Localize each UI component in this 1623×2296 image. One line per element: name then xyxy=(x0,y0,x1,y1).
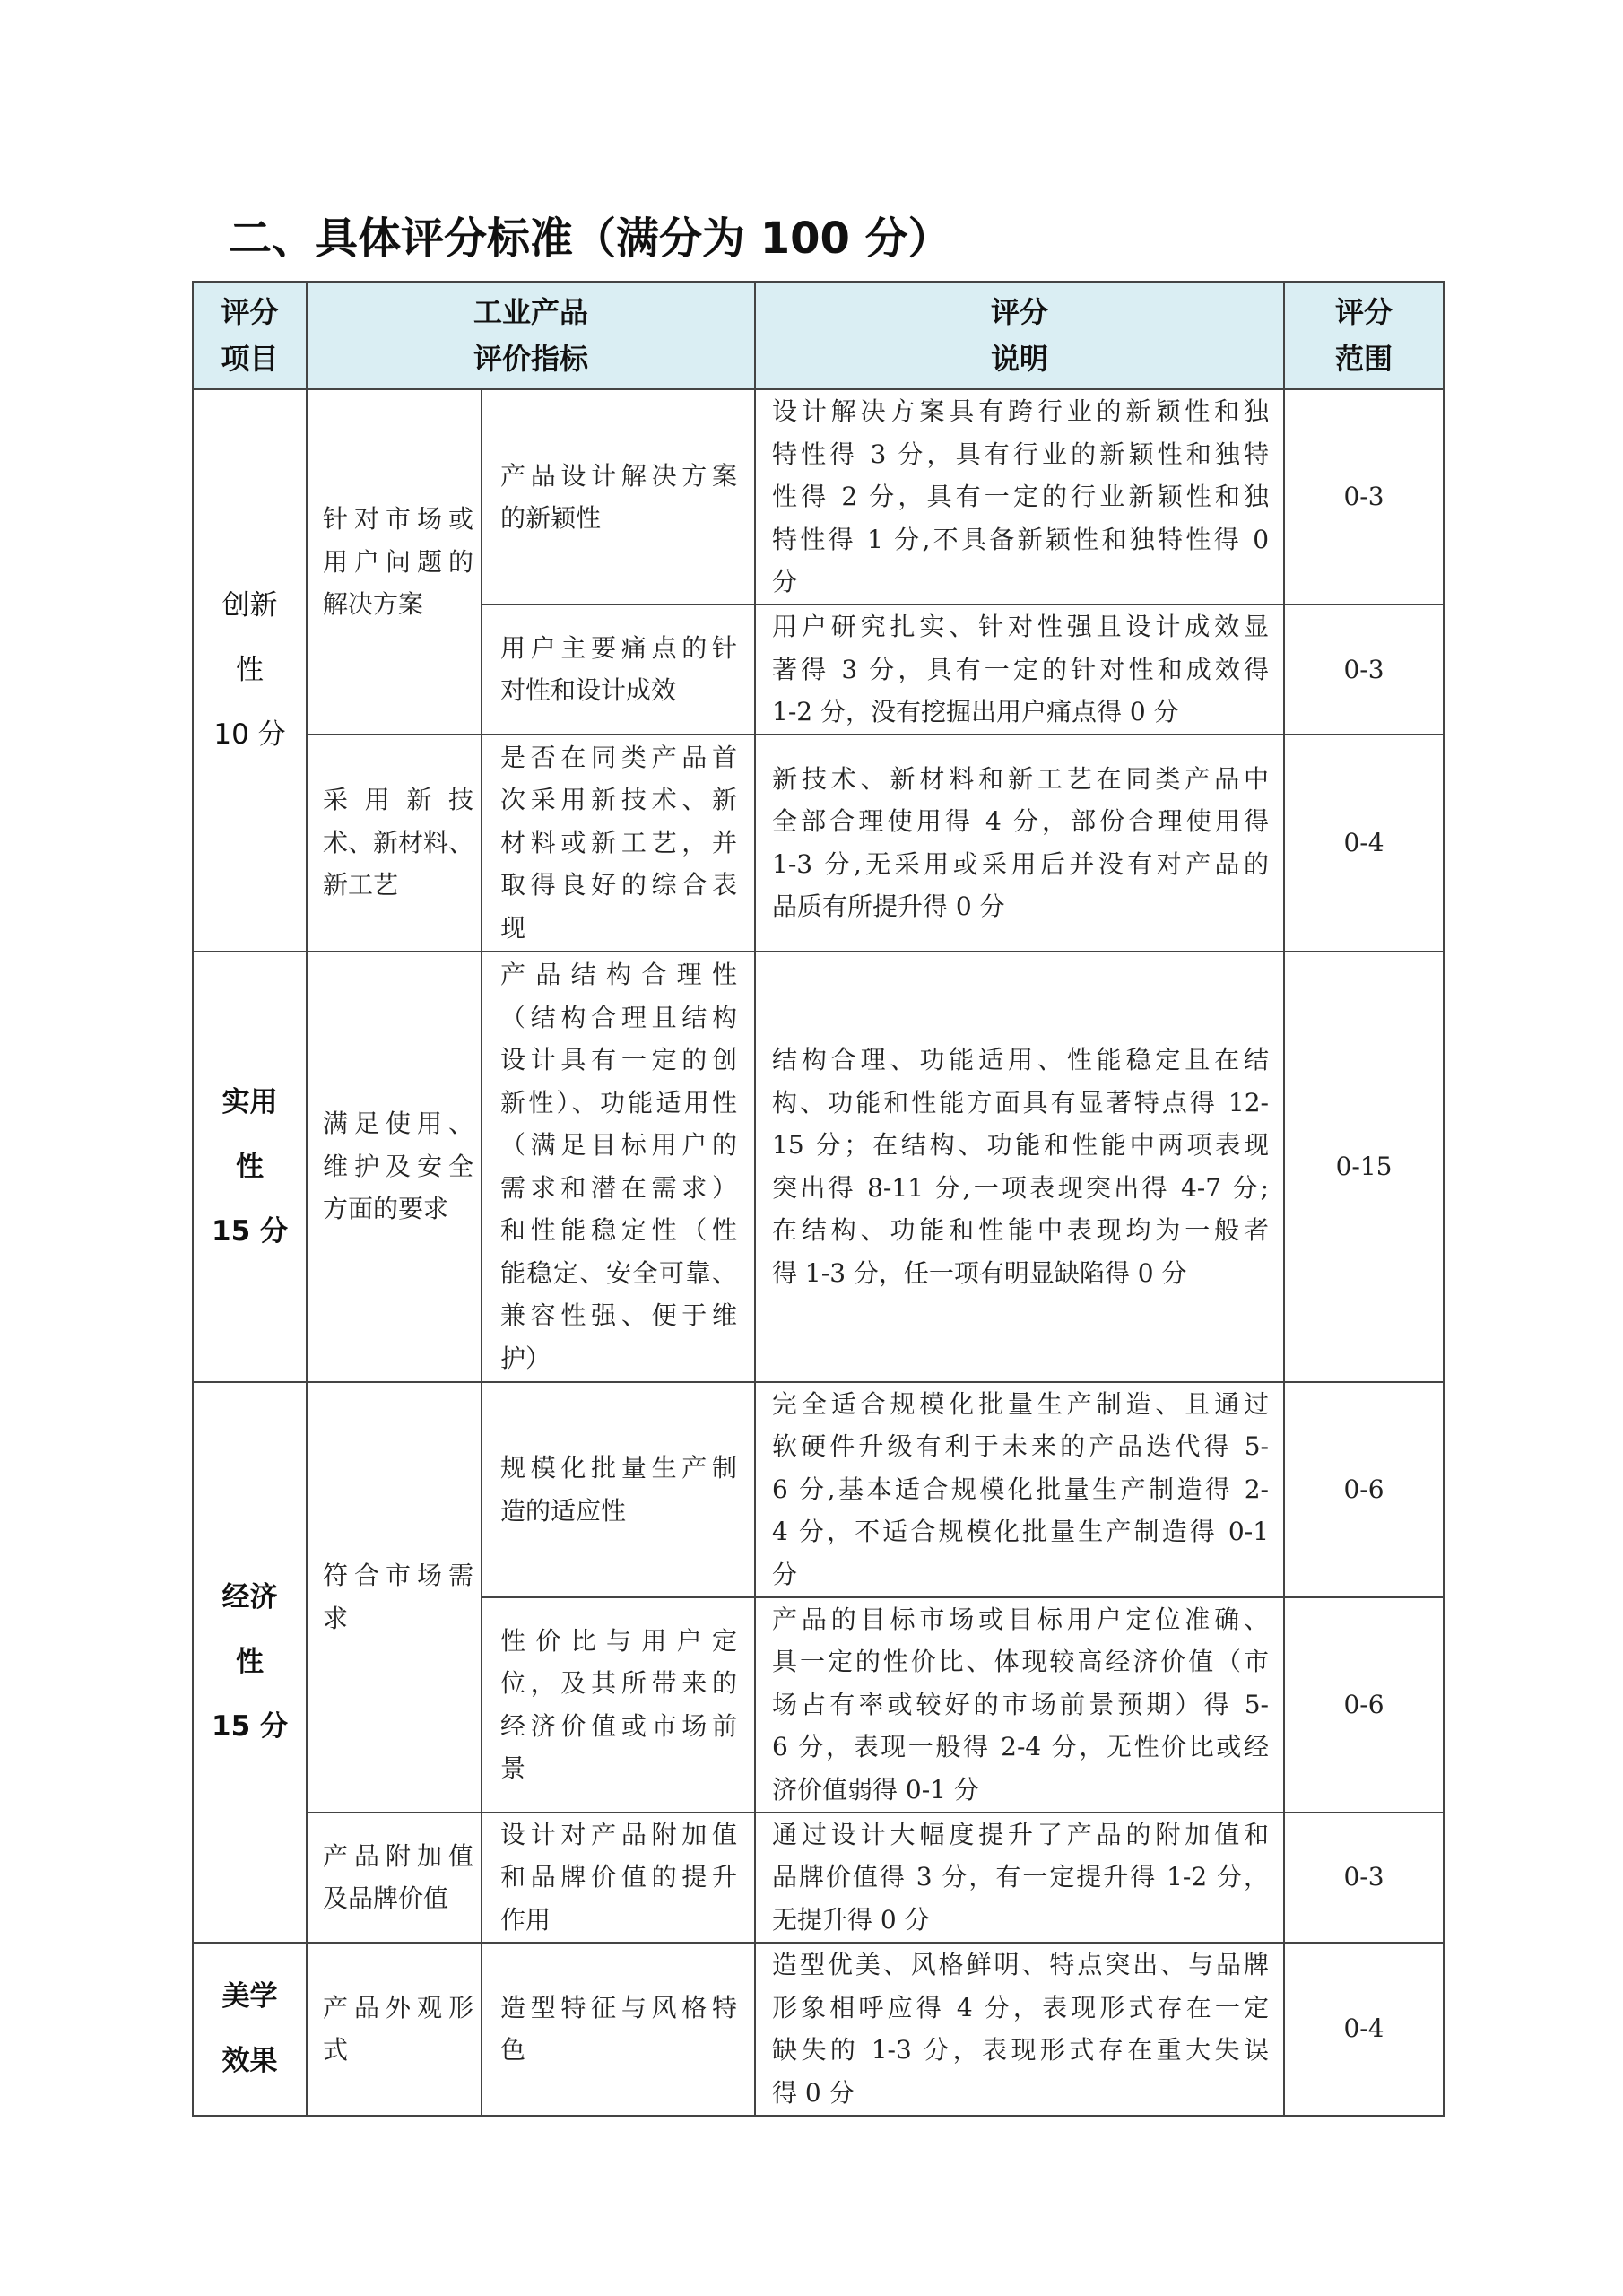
range-cell xyxy=(1284,389,1444,604)
range-cell xyxy=(1284,1382,1444,1597)
indicator-text xyxy=(500,1620,737,1790)
indicator-line: 次采用新技术、新 xyxy=(500,785,738,815)
indicator-text xyxy=(500,455,737,540)
header-description-text xyxy=(756,289,1283,382)
description-line: 6 分,基本适合规模化批量生产制造得 2- xyxy=(772,1474,1270,1504)
description-line: 构、功能和性能方面具有显著特点得 12- xyxy=(772,1087,1270,1118)
header-description xyxy=(755,282,1284,389)
header-category xyxy=(193,282,307,389)
description-line: 分 xyxy=(772,567,798,597)
category-line: 性 xyxy=(236,1150,264,1183)
criterion-line: 及品牌价值 xyxy=(323,1883,449,1913)
criterion-line: 针对市场或 xyxy=(323,504,473,534)
indicator-line: 设计具有一定的创 xyxy=(500,1045,738,1074)
indicator-line: 经济价值或市场前 xyxy=(500,1710,738,1741)
criterion-line: 新工艺 xyxy=(323,870,399,900)
indicator-text xyxy=(500,1987,737,2072)
category-cell-aesthetics xyxy=(193,1943,307,2116)
indicator-text xyxy=(500,1447,737,1532)
indicator-line: （满足目标用户的 xyxy=(500,1130,738,1160)
description-cell xyxy=(755,1943,1284,2116)
category-line: 美学 xyxy=(221,1980,278,2013)
header-category-text xyxy=(194,289,306,382)
header-range-text xyxy=(1285,289,1443,382)
indicator-line: 作用 xyxy=(500,1904,551,1935)
indicator-cell xyxy=(482,1813,755,1943)
description-line: 结构合理、功能适用、性能稳定且在结 xyxy=(772,1045,1270,1074)
criterion-text xyxy=(323,778,473,907)
category-label xyxy=(194,1565,306,1759)
description-line: 新技术、新材料和新工艺在同类产品中 xyxy=(772,763,1270,794)
description-line: 特性得 3 分，具有行业的新颖性和独特 xyxy=(772,439,1270,469)
header-indicator xyxy=(307,282,755,389)
description-cell xyxy=(755,1597,1284,1813)
indicator-text xyxy=(500,1813,737,1942)
header-indicator-text xyxy=(308,289,754,382)
description-cell xyxy=(755,1382,1284,1597)
indicator-line: 规模化批量生产制 xyxy=(500,1453,738,1483)
range-value: 0-4 xyxy=(1343,827,1384,857)
description-line: 品质有所提升得 0 分 xyxy=(772,891,1005,921)
table-row xyxy=(193,735,1444,952)
description-line: 具一定的性价比、体现较高经济价值（市 xyxy=(772,1647,1270,1677)
description-line: 1-3 分,无采用或采用后并没有对产品的 xyxy=(772,848,1270,879)
category-line: 性 xyxy=(236,1646,264,1678)
category-line: 性 xyxy=(236,654,264,687)
indicator-line: 景 xyxy=(500,1753,526,1783)
description-line: 设计解决方案具有跨行业的新颖性和独 xyxy=(772,396,1270,427)
criterion-cell xyxy=(307,389,482,735)
range-value: 0-6 xyxy=(1343,1689,1384,1719)
category-cell-practicality xyxy=(193,952,307,1382)
range-cell xyxy=(1284,952,1444,1382)
header-line: 评分 xyxy=(991,295,1049,329)
criterion-line: 维护及安全 xyxy=(323,1151,473,1181)
description-line: 无提升得 0 分 xyxy=(772,1904,930,1935)
indicator-line: 的新颖性 xyxy=(500,503,602,533)
description-line: 形象相呼应得 4 分，表现形式存在一定 xyxy=(772,1992,1270,2022)
range-cell xyxy=(1284,735,1444,952)
category-label xyxy=(194,1964,306,2093)
table-row xyxy=(193,1382,1444,1597)
header-range xyxy=(1284,282,1444,389)
description-line: 济价值弱得 0-1 分 xyxy=(772,1774,979,1805)
indicator-line: 设计对产品附加值 xyxy=(500,1819,738,1849)
description-line: 分 xyxy=(772,1559,798,1589)
indicator-line: （结构合理且结构 xyxy=(500,1002,738,1032)
criterion-line: 式 xyxy=(323,2035,349,2065)
description-line: 完全适合规模化批量生产制造、且通过 xyxy=(772,1388,1270,1419)
criterion-cell xyxy=(307,1382,482,1813)
description-line: 得 1-3 分，任一项有明显缺陷得 0 分 xyxy=(772,1257,1187,1288)
description-text xyxy=(772,1944,1269,2114)
range-cell xyxy=(1284,1597,1444,1813)
criterion-line: 产品外观形 xyxy=(323,1992,473,2022)
indicator-cell xyxy=(482,1382,755,1597)
description-line: 著得 3 分，具有一定的针对性和成效得 xyxy=(772,654,1270,684)
indicator-line: 能稳定、安全可靠、 xyxy=(500,1257,738,1288)
description-text xyxy=(772,605,1269,734)
description-line: 6 分，表现一般得 2-4 分，无性价比或经 xyxy=(772,1732,1270,1762)
criterion-line: 满足使用、 xyxy=(323,1109,473,1139)
indicator-line: 材料或新工艺，并 xyxy=(500,827,738,857)
criterion-line: 求 xyxy=(323,1603,349,1633)
criterion-line: 方面的要求 xyxy=(323,1194,449,1224)
criterion-text xyxy=(323,1102,473,1231)
criterion-text xyxy=(323,1554,473,1639)
indicator-line: 性价比与用户定 xyxy=(500,1625,738,1656)
indicator-text xyxy=(500,953,737,1379)
criterion-line: 采用新技 xyxy=(323,785,473,815)
table-row xyxy=(193,389,1444,604)
indicator-line: 和性能稳定性（性 xyxy=(500,1215,738,1245)
description-line: 造型优美、风格鲜明、特点突出、与品牌 xyxy=(772,1950,1270,1979)
range-cell xyxy=(1284,1813,1444,1943)
header-line: 评分 xyxy=(221,295,279,329)
description-text xyxy=(772,1383,1269,1596)
criterion-text xyxy=(323,498,473,626)
description-text xyxy=(772,1813,1269,1942)
header-line: 范围 xyxy=(1335,342,1393,376)
criterion-text xyxy=(323,1835,473,1920)
description-cell xyxy=(755,952,1284,1382)
indicator-line: 造的适应性 xyxy=(500,1495,627,1526)
description-cell xyxy=(755,735,1284,952)
indicator-line: 产品结构合理性 xyxy=(500,960,738,989)
description-cell xyxy=(755,389,1284,604)
description-line: 软硬件升级有利于未来的产品迭代得 5- xyxy=(772,1431,1270,1462)
category-label xyxy=(194,573,306,767)
description-line: 1-2 分，没有挖掘出用户痛点得 0 分 xyxy=(772,697,1179,726)
criterion-text xyxy=(323,1987,473,2072)
indicator-line: 和品牌价值的提升 xyxy=(500,1862,738,1892)
category-line: 10 分 xyxy=(213,718,286,752)
criterion-cell xyxy=(307,1813,482,1943)
indicator-cell xyxy=(482,604,755,735)
indicator-line: 是否在同类产品首 xyxy=(500,742,738,772)
category-line: 经济 xyxy=(221,1581,278,1613)
description-line: 得 0 分 xyxy=(772,2077,855,2108)
criterion-line: 产品附加值 xyxy=(323,1840,473,1871)
header-line: 说明 xyxy=(991,342,1049,376)
range-value: 0-15 xyxy=(1335,1151,1393,1181)
header-row xyxy=(193,282,1444,389)
description-line: 通过设计大幅度提升了产品的附加值和 xyxy=(772,1819,1270,1849)
criterion-line: 术、新材料、 xyxy=(323,827,474,857)
indicator-cell xyxy=(482,1597,755,1813)
indicator-cell xyxy=(482,1943,755,2116)
indicator-text xyxy=(500,736,737,950)
category-label xyxy=(194,1070,306,1264)
description-line: 场占有率或较好的市场前景预期）得 5- xyxy=(772,1689,1270,1719)
indicator-line: 造型特征与风格特 xyxy=(500,1992,738,2022)
table-row xyxy=(193,952,1444,1382)
header-line: 评分 xyxy=(1335,295,1393,329)
category-line: 创新 xyxy=(221,589,278,622)
description-line: 在结构、功能和性能中表现均为一般者 xyxy=(772,1215,1270,1245)
range-cell xyxy=(1284,604,1444,735)
indicator-line: 需求和潜在需求） xyxy=(500,1172,738,1203)
table-row xyxy=(193,1813,1444,1943)
indicator-line: 护） xyxy=(500,1343,551,1373)
criterion-line: 解决方案 xyxy=(323,589,424,619)
category-line: 15 分 xyxy=(212,1710,288,1743)
indicator-line: 取得良好的综合表 xyxy=(500,870,738,900)
header-line: 评价指标 xyxy=(473,342,589,376)
description-line: 4 分，不适合规模化批量生产制造得 0-1 xyxy=(772,1517,1270,1547)
description-cell xyxy=(755,604,1284,735)
description-line: 用户研究扎实、针对性强且设计成效显 xyxy=(772,612,1270,641)
range-value: 0-3 xyxy=(1343,482,1384,512)
indicator-line: 产品设计解决方案 xyxy=(500,460,738,491)
indicator-text xyxy=(500,627,737,712)
description-text xyxy=(772,390,1269,604)
range-cell xyxy=(1284,1943,1444,2116)
description-line: 全部合理使用得 4 分，部份合理使用得 xyxy=(772,806,1270,836)
description-line: 品牌价值得 3 分，有一定提升得 1-2 分， xyxy=(772,1862,1270,1892)
criterion-line: 用户问题的 xyxy=(323,546,473,577)
scoring-table xyxy=(192,281,1445,2117)
indicator-line: 现 xyxy=(500,912,526,943)
criterion-cell xyxy=(307,952,482,1382)
range-value: 0-4 xyxy=(1343,2013,1384,2044)
indicator-cell xyxy=(482,389,755,604)
range-value: 0-6 xyxy=(1343,1474,1384,1504)
description-cell xyxy=(755,1813,1284,1943)
category-line: 15 分 xyxy=(212,1214,288,1248)
criterion-cell xyxy=(307,1943,482,2116)
category-cell-economy xyxy=(193,1382,307,1943)
header-line: 项目 xyxy=(221,342,279,376)
range-value: 0-3 xyxy=(1343,1862,1384,1892)
description-line: 缺失的 1-3 分，表现形式存在重大失误 xyxy=(772,2035,1270,2065)
category-line: 效果 xyxy=(221,2045,278,2077)
indicator-line: 对性和设计成效 xyxy=(500,675,677,706)
description-line: 15 分；在结构、功能和性能中两项表现 xyxy=(772,1130,1270,1160)
header-line: 工业产品 xyxy=(473,295,589,329)
description-line: 产品的目标市场或目标用户定位准确、 xyxy=(772,1604,1270,1634)
indicator-cell xyxy=(482,952,755,1382)
page-title: 二、具体评分标准（满分为 100 分） xyxy=(229,213,951,264)
indicator-cell xyxy=(482,735,755,952)
description-line: 特性得 1 分,不具备新颖性和独特性得 0 xyxy=(772,524,1270,554)
description-text xyxy=(772,758,1269,928)
indicator-line: 位，及其所带来的 xyxy=(500,1668,738,1698)
indicator-line: 色 xyxy=(500,2035,526,2065)
description-line: 突出得 8-11 分,一项表现突出得 4-7 分; xyxy=(772,1172,1270,1203)
description-text xyxy=(772,1039,1269,1294)
criterion-line: 符合市场需 xyxy=(323,1561,473,1590)
indicator-line: 新性）、功能适用性 xyxy=(500,1087,738,1118)
range-value: 0-3 xyxy=(1343,654,1384,684)
description-line: 性得 2 分，具有一定的行业新颖性和独 xyxy=(772,482,1270,512)
criterion-cell xyxy=(307,735,482,952)
category-cell-innovation xyxy=(193,389,307,952)
indicator-line: 兼容性强、便于维 xyxy=(500,1300,738,1330)
category-line: 实用 xyxy=(221,1085,278,1118)
description-text xyxy=(772,1598,1269,1812)
indicator-line: 用户主要痛点的针 xyxy=(500,632,738,663)
table-row xyxy=(193,1943,1444,2116)
